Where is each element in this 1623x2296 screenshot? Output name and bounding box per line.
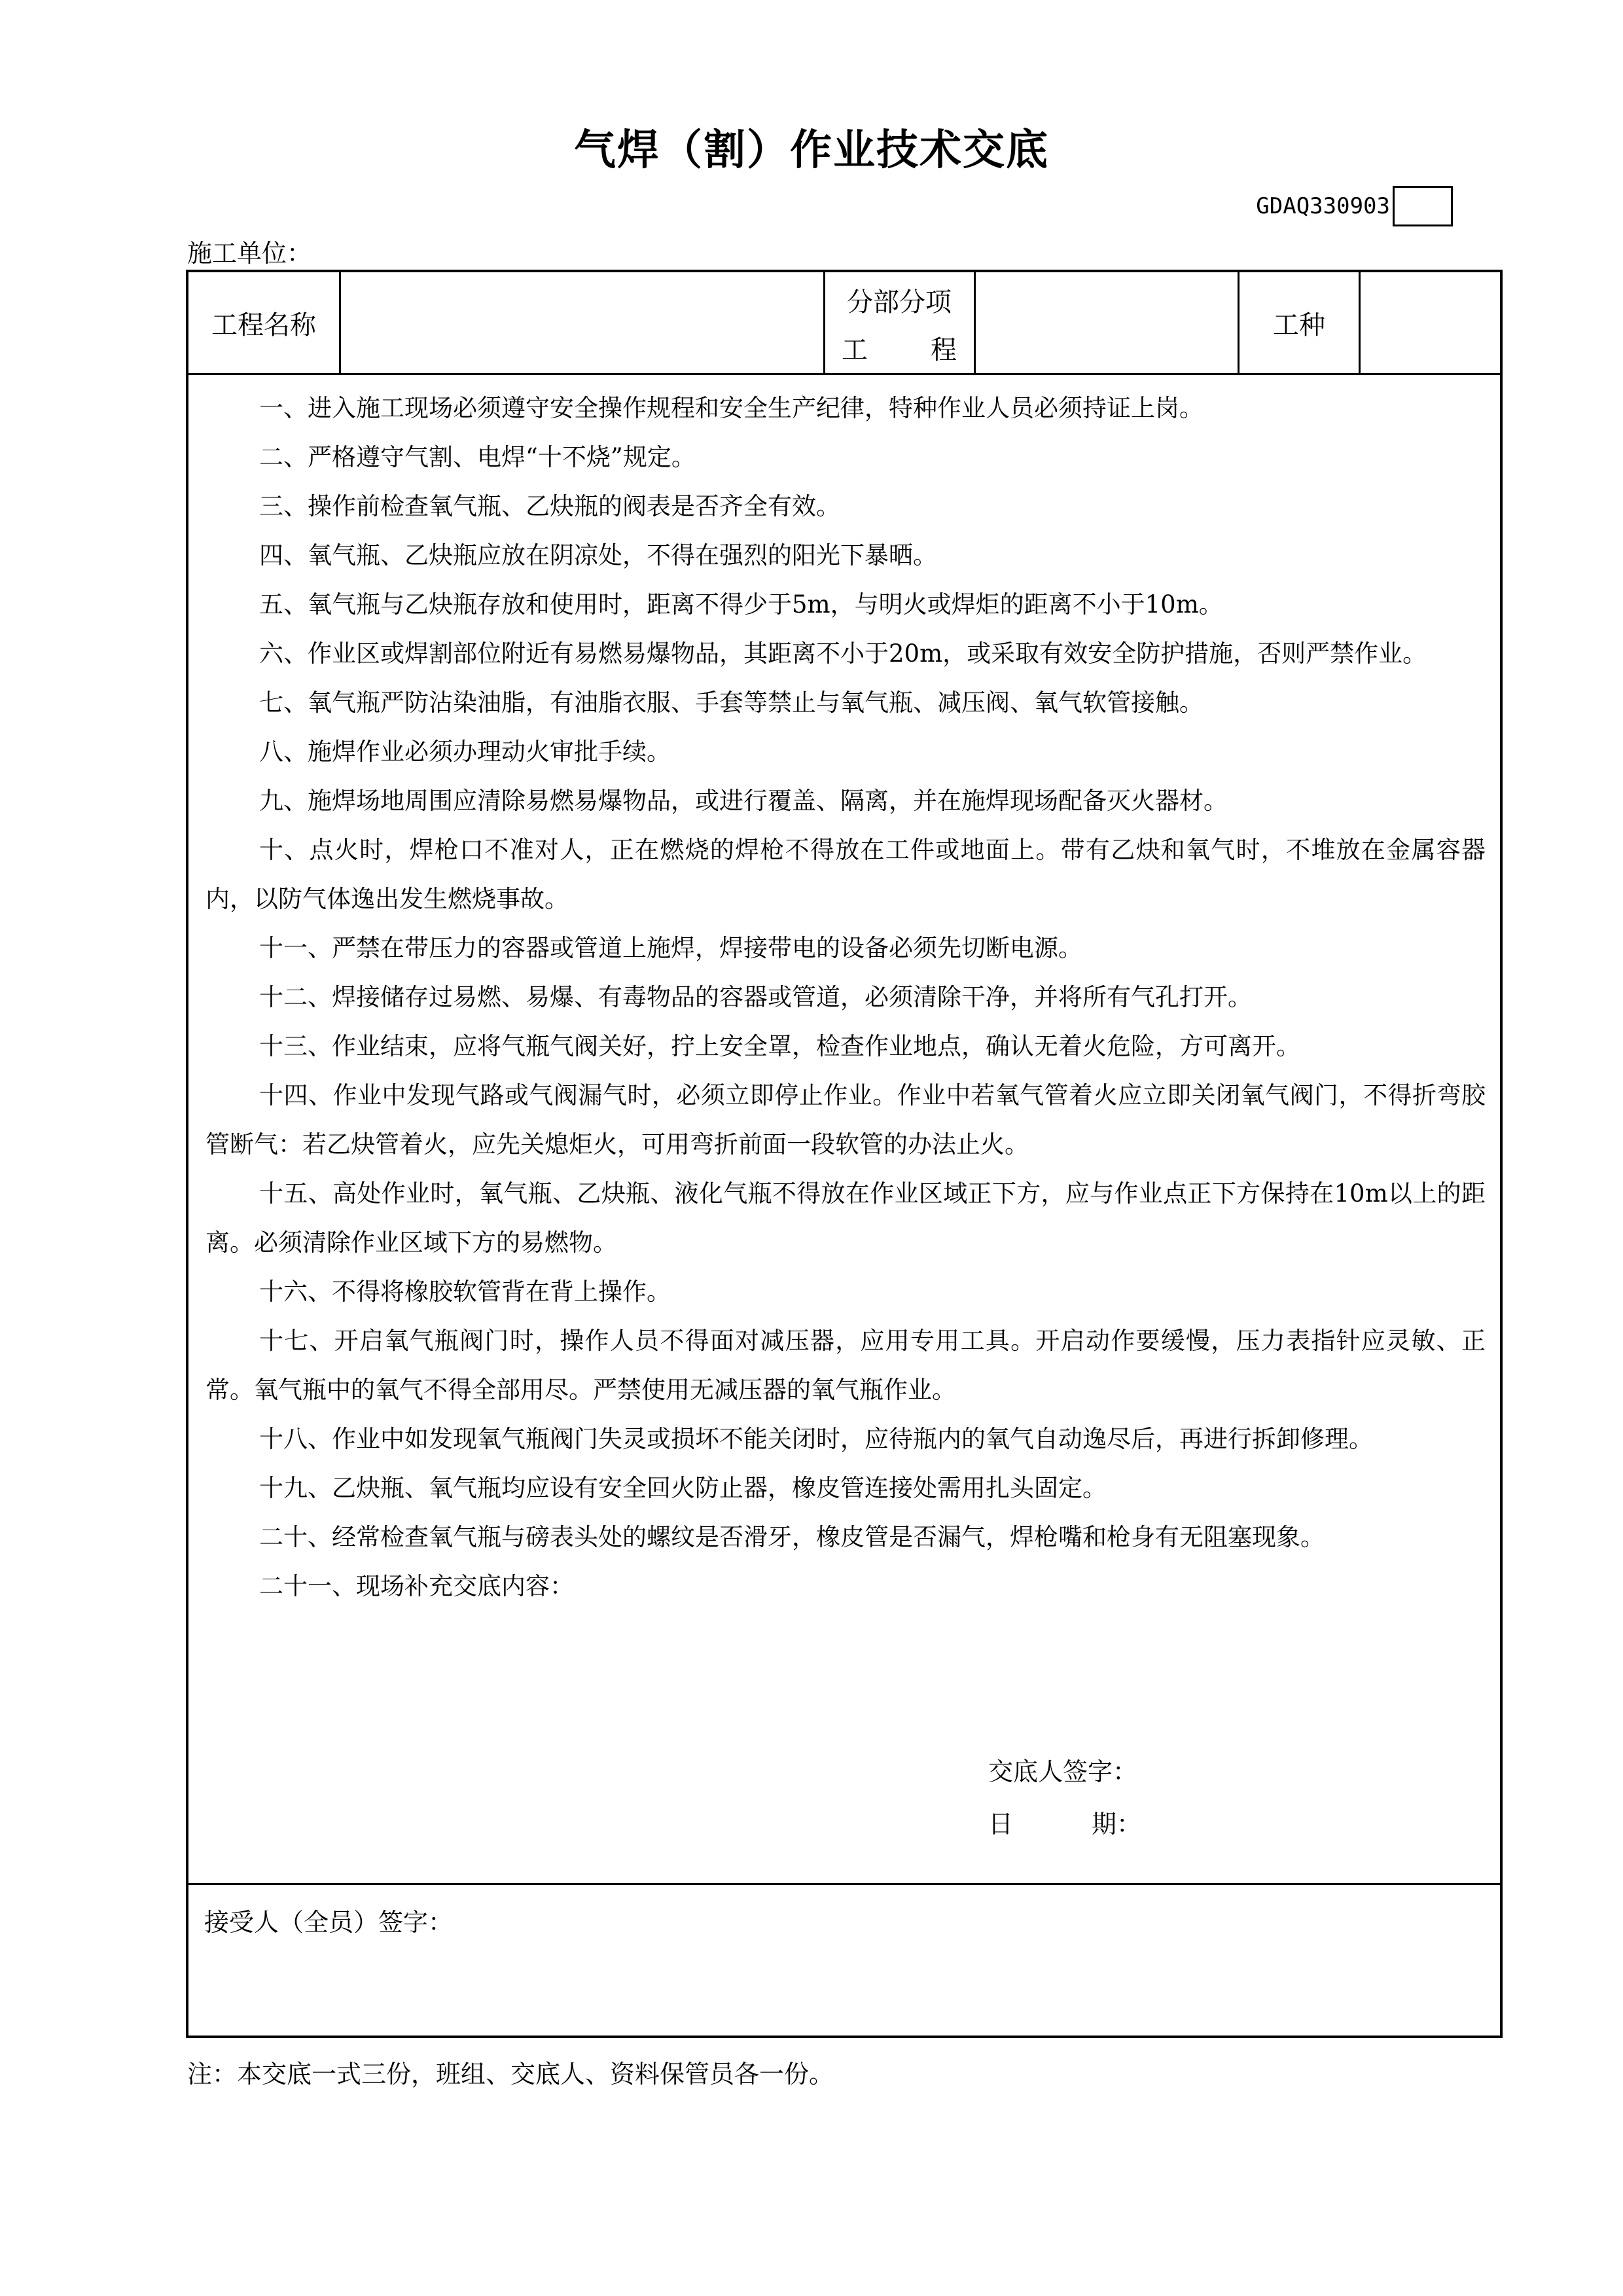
sub-project-label (825, 281, 974, 367)
document-code-box[interactable] (1393, 186, 1453, 226)
disclosure-item: 八、施焊作业必须办理动火审批手续。 (259, 738, 671, 766)
date-label-char2: 期： (1092, 1810, 1142, 1839)
disclosure-item: 二十、经常检查氧气瓶与磅表头处的螺纹是否滑牙，橡皮管是否漏气，焊枪嘴和枪身有无阻塞现象。 (259, 1523, 1325, 1551)
disclosure-item: 十一、严禁在带压力的容器或管道上施焊，焊接带电的设备必须先切断电源。 (259, 934, 1082, 962)
disclosure-item: 三、操作前检查氧气瓶、乙炔瓶的阀表是否齐全有效。 (259, 492, 840, 520)
document-code (1256, 187, 1453, 225)
disclosure-item: 二、严格遵守气割、电焊“十不烧”规定。 (259, 443, 696, 471)
sub-project-label-char1: 工 (842, 335, 868, 365)
disclosure-item: 五、氧气瓶与乙炔瓶存放和使用时，距离不得少于5m，与明火或焊炬的距离不小于10m。 (259, 590, 1223, 619)
sub-project-label-line1: 分部分项 (847, 287, 952, 317)
disclosure-item: 十二、焊接储存过易燃、易爆、有毒物品的容器或管道，必须清除干净，并将所有气孔打开。 (259, 983, 1252, 1011)
disclosure-item: 九、施焊场地周围应清除易燃易爆物品，或进行覆盖、隔离，并在施焊现场配备灭火器材。 (259, 787, 1228, 815)
date-label-char1: 日 (988, 1810, 1014, 1839)
table-header-row (188, 272, 1500, 375)
receiver-signature-label: 接受人（全员）签字： (204, 1908, 454, 1937)
document-title: 气焊（割）作业技术交底 (574, 126, 1049, 175)
disclosure-item: 十三、作业结束，应将气瓶气阀关好，拧上安全罩，检查作业地点，确认无着火危险，方可离开。 (259, 1032, 1300, 1060)
sub-project-label-char2: 程 (931, 335, 957, 365)
supplementary-item: 二十一、现场补充交底内容： (259, 1572, 574, 1600)
footnote: 注：本交底一式三份，班组、交底人、资料保管员各一份。 (187, 2060, 834, 2089)
disclosure-table (186, 270, 1503, 2038)
work-type-label: 工种 (1273, 310, 1325, 340)
discloser-signature-label: 交底人签字： (988, 1757, 1138, 1786)
disclosure-item: 四、氧气瓶、乙炔瓶应放在阴凉处，不得在强烈的阳光下暴晒。 (259, 541, 937, 569)
disclosure-item: 十九、乙炔瓶、氧气瓶均应设有安全回火防止器，橡皮管连接处需用扎头固定。 (259, 1474, 1107, 1502)
disclosure-item: 十五、高处作业时，氧气瓶、乙炔瓶、液化气瓶不得放在作业区域正下方，应与作业点正下方保持在10m以上的距离。必须清除作业区域下方的易燃物。 (205, 1179, 1486, 1257)
disclosure-item: 六、作业区或焊割部位附近有易燃易爆物品，其距离不小于20m，或采取有效安全防护措施，否则严禁作业。 (259, 639, 1427, 668)
document-code-text: GDAQ330903 (1256, 193, 1390, 219)
sub-project-field[interactable] (976, 272, 1238, 373)
disclosure-item: 一、进入施工现场必须遵守安全操作规程和安全生产纪律，特种作业人员必须持证上岗。 (259, 394, 1204, 422)
project-name-field[interactable] (341, 272, 823, 373)
disclosure-item: 十八、作业中如发现氧气瓶阀门失灵或损坏不能关闭时，应待瓶内的氧气自动逸尽后，再进行拆卸修理。 (259, 1425, 1373, 1453)
disclosure-item: 十七、开启氧气瓶阀门时，操作人员不得面对减压器，应用专用工具。开启动作要缓慢，压力表指针应灵敏、正常。氧气瓶中的氧气不得全部用尽。严禁使用无减压器的氧气瓶作业。 (205, 1327, 1486, 1404)
disclosure-item: 七、氧气瓶严防沾染油脂，有油脂衣服、手套等禁止与氧气瓶、减压阀、氧气软管接触。 (259, 689, 1204, 717)
disclosure-content (205, 384, 1486, 1611)
disclosure-item: 十四、作业中发现气路或气阀漏气时，必须立即停止作业。作业中若氧气管着火应立即关闭氧气阀门，不得折弯胶管断气：若乙炔管着火，应先关熄炬火，可用弯折前面一段软管的办法止火。 (205, 1081, 1486, 1158)
project-name-label: 工程名称 (211, 310, 316, 340)
date-label (988, 1804, 1141, 1840)
work-type-field[interactable] (1361, 272, 1500, 373)
disclosure-item: 十六、不得将橡胶软管背在背上操作。 (259, 1278, 671, 1306)
disclosure-item: 十、点火时，焊枪口不准对人，正在燃烧的焊枪不得放在工件或地面上。带有乙炔和氧气时，不堆放在金属容器内，以防气体逸出发生燃烧事故。 (205, 836, 1486, 913)
construction-unit-label: 施工单位： (187, 239, 312, 268)
divider (188, 1883, 1500, 1885)
